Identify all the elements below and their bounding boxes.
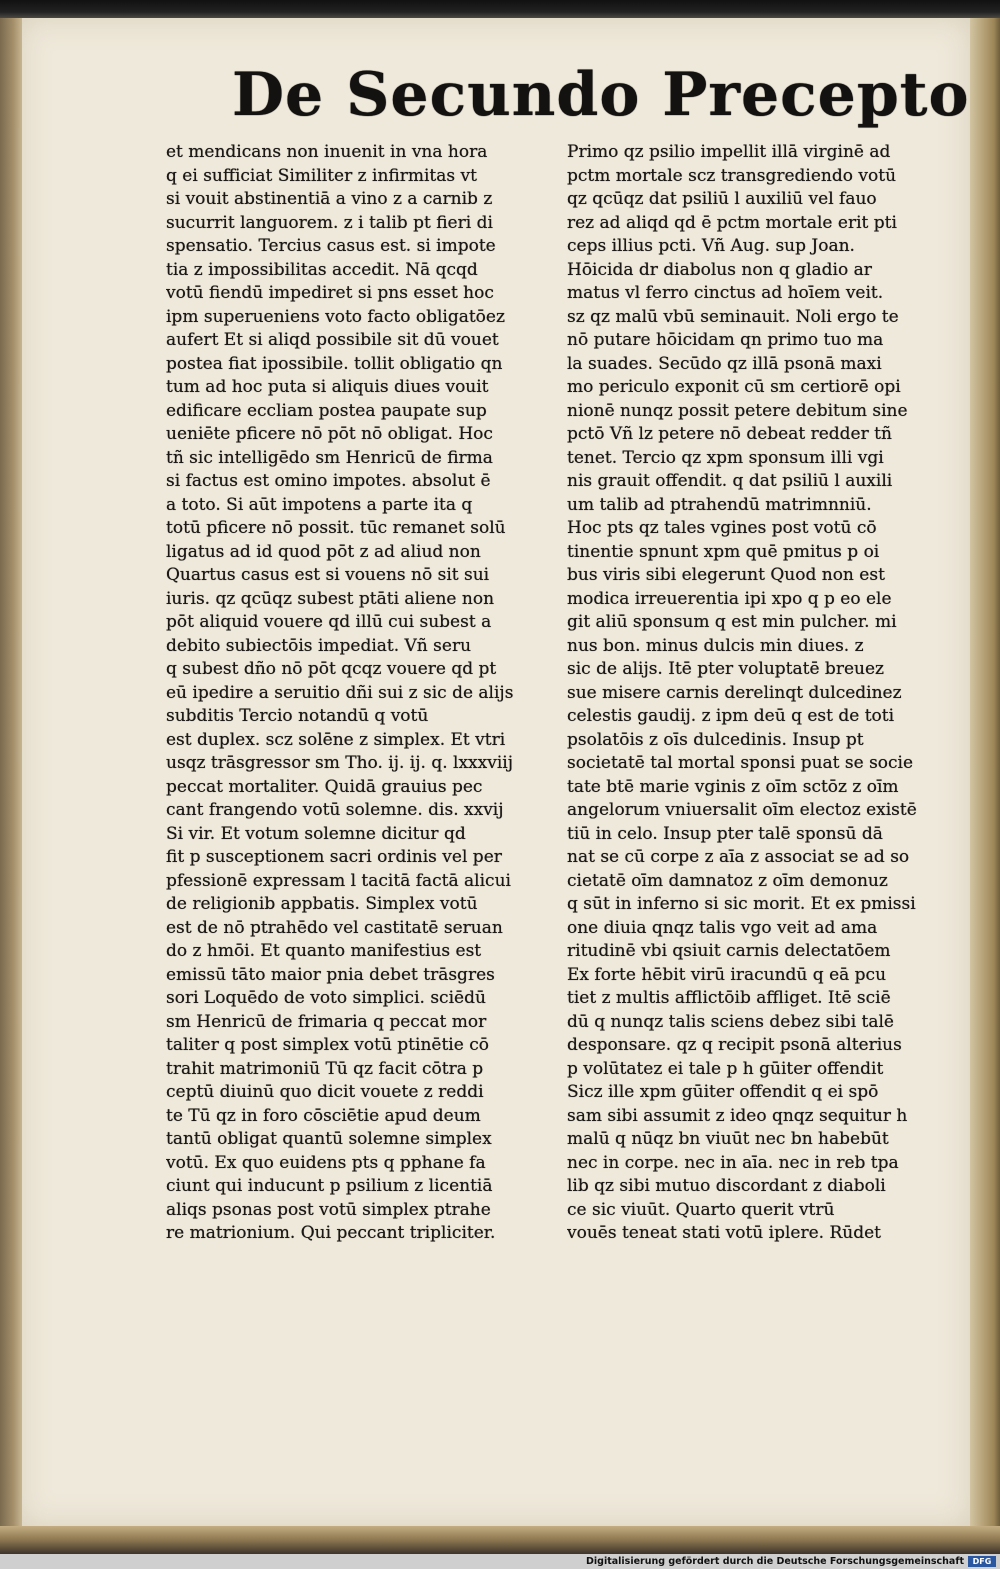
text-line: psolatōis z oīs dulcedinis. Insup pt xyxy=(567,729,864,750)
text-line: rez ad aliqd qd ē pctm mortale erit pti xyxy=(567,212,897,233)
text-line: Ex forte hēbit virū iracundū q eā pcu xyxy=(567,964,887,985)
text-line: ce sic viuūt. Quarto querit vtrū xyxy=(567,1199,835,1220)
text-line: taliter q post simplex votū ptinētie cō xyxy=(166,1035,489,1055)
page-heading: De Secundo Precepto xyxy=(232,60,970,130)
text-line: est de nō ptrahēdo vel castitatē seruan xyxy=(166,917,503,938)
text-line: tñ sic intelligēdo sm Henricū de firma xyxy=(166,447,493,468)
text-line: tate btē marie vginis z oīm sctōz z oīm xyxy=(567,776,899,797)
text-line: peccat mortaliter. Quidā grauius pec xyxy=(166,776,483,797)
text-line: ritudinē vbi qsiuit carnis delectatōem xyxy=(567,941,891,961)
text-line: te Tū qz in foro cōsciētie apud deum xyxy=(166,1105,481,1126)
text-line: sori Loquēdo de voto simplici. sciēdū xyxy=(166,988,486,1008)
page-edge-right xyxy=(970,18,1000,1530)
text-line: one diuia qnqz talis vgo veit ad ama xyxy=(567,917,878,938)
text-line: et mendicans non inuenit in vna hora xyxy=(166,142,488,162)
text-line: usqz trāsgressor sm Tho. ij. ij. q. lxxxviij xyxy=(166,753,513,773)
text-line: totū pficere nō possit. tūc remanet solū xyxy=(166,518,506,538)
text-line: angelorum vniuersalit oīm electoz existē xyxy=(567,800,917,820)
text-line: Hōicida dr diabolus non q gladio ar xyxy=(567,259,872,280)
scan-top-edge xyxy=(0,0,1000,20)
text-line: votū fiendū impediret si pns esset hoc xyxy=(166,283,494,303)
text-line: dū q nunqz talis sciens debez sibi talē xyxy=(567,1011,894,1032)
text-line: ipm superueniens voto facto obligatōez xyxy=(166,306,505,327)
text-line: emissū tāto maior pnia debet trāsgres xyxy=(166,964,495,985)
text-line: la suades. Secūdo qz illā psonā maxi xyxy=(567,353,882,374)
text-line: Si vir. Et votum solemne dicitur qd xyxy=(166,823,466,844)
text-line: git aliū sponsum q est min pulcher. mi xyxy=(567,612,897,632)
text-line: q ei sufficiat Similiter z infirmitas vt xyxy=(166,165,477,186)
text-line: aliqs psonas post votū simplex ptrahe xyxy=(166,1199,491,1220)
text-line: edificare eccliam postea paupate sup xyxy=(166,400,487,421)
text-line: nionē nunqz possit petere debitum sine xyxy=(567,400,908,421)
credit-text: Digitalisierung gefördert durch die Deutsche Forschungsgemeinschaft xyxy=(586,1556,964,1567)
text-line: tiet z multis afflictōib affliget. Itē sciē xyxy=(567,988,891,1008)
binding-edge-left xyxy=(0,18,22,1528)
text-line: pctm mortale scz transgrediendo votū xyxy=(567,165,897,186)
text-line: spensatio. Tercius casus est. si impote xyxy=(166,236,496,256)
text-line: do z hmōi. Et quanto manifestius est xyxy=(166,941,482,961)
left-text-column xyxy=(166,141,546,1246)
text-line: aufert Et si aliqd possibile sit dū vouet xyxy=(166,330,499,350)
text-line: pctō Vñ lz petere nō debeat redder tñ xyxy=(567,424,892,444)
text-line: cant frangendo votū solemne. dis. xxvij xyxy=(166,800,504,820)
text-line: sz qz malū vbū seminauit. Noli ergo te xyxy=(567,306,899,327)
text-line: nat se cū corpe z aīa z associat se ad so xyxy=(567,847,910,867)
text-line: de religionib appbatis. Simplex votū xyxy=(166,894,478,914)
scan-bottom-edge xyxy=(0,1526,1000,1554)
text-line: tum ad hoc puta si aliquis diues vouit xyxy=(166,377,489,397)
text-line: vouēs teneat stati votū iplere. Rūdet xyxy=(567,1223,881,1243)
text-line: postea fiat ipossibile. tollit obligatio qn xyxy=(166,353,503,374)
text-line: re matrionium. Qui peccant tripliciter. xyxy=(166,1223,496,1243)
text-line: sam sibi assumit z ideo qnqz sequitur h xyxy=(567,1105,908,1126)
text-line: pōt aliquid vouere qd illū cui subest a xyxy=(166,612,492,632)
text-line: tenet. Tercio qz xpm sponsum illi vgi xyxy=(567,447,884,468)
text-line: ciunt qui inducunt p psilium z licentiā xyxy=(166,1176,493,1196)
text-line: a toto. Si aūt impotens a parte ita q xyxy=(166,494,473,515)
text-line: tiū in celo. Insup pter talē sponsū dā xyxy=(567,823,883,844)
text-line: um talib ad ptrahendū matrimnniū. xyxy=(567,494,872,515)
text-line: mo periculo exponit cū sm certiorē opi xyxy=(567,377,901,397)
text-line: sic de alijs. Itē pter voluptatē breuez xyxy=(567,659,884,679)
text-line: celestis gaudij. z ipm deū q est de toti xyxy=(567,706,895,726)
text-line: malū q nūqz bn viuūt nec bn habebūt xyxy=(567,1129,889,1149)
text-line: pfessionē expressam l tacitā factā alicui xyxy=(166,870,511,891)
text-line: ligatus ad id quod pōt z ad aliud non xyxy=(166,541,481,562)
text-line: qz qcūqz dat psiliū l auxiliū vel fauo xyxy=(567,189,877,209)
text-line: Quartus casus est si vouens nō sit sui xyxy=(166,565,490,585)
text-line: subditis Tercio notandū q votū xyxy=(166,706,429,726)
text-line: p volūtatez ei tale p h gūiter offendit xyxy=(567,1058,884,1079)
text-line: societatē tal mortal sponsi puat se socie xyxy=(567,753,914,773)
text-line: ceps illius pcti. Vñ Aug. sup Joan. xyxy=(567,236,855,256)
text-line: Sicz ille xpm gūiter offendit q ei spō xyxy=(567,1082,879,1102)
text-line: sucurrit languorem. z i talib pt fieri di xyxy=(166,212,493,233)
text-line: tia z impossibilitas accedit. Nā qcqd xyxy=(166,259,478,280)
text-line: ceptū diuinū quo dicit vouete z reddi xyxy=(166,1082,484,1102)
text-line: desponsare. qz q recipit psonā alterius xyxy=(567,1035,902,1055)
text-line: q subest dño nō pōt qcqz vouere qd pt xyxy=(166,659,497,679)
text-line: modica irreuerentia ipi xpo q p eo ele xyxy=(567,588,892,609)
text-line: nō putare hōicidam qn primo tuo ma xyxy=(567,330,884,350)
text-line: cietatē oīm damnatoz z oīm demonuz xyxy=(567,870,888,891)
text-line: trahit matrimoniū Tū qz facit cōtra p xyxy=(166,1058,484,1079)
text-line: Hoc pts qz tales vgines post votū cō xyxy=(567,518,877,538)
text-line: ueniēte pficere nō pōt nō obligat. Hoc xyxy=(166,424,493,444)
text-line: eū ipedire a seruitio dñi sui z sic de alijs xyxy=(166,682,514,703)
text-line: nus bon. minus dulcis min diues. z xyxy=(567,635,864,656)
text-line: tinentie spnunt xpm quē pmitus p oi xyxy=(567,541,880,562)
text-line: matus vl ferro cinctus ad hoīem veit. xyxy=(567,283,884,303)
text-line: est duplex. scz solēne z simplex. Et vtri xyxy=(166,729,506,750)
text-line: si vouit abstinentiā a vino z a carnib z xyxy=(166,189,493,209)
text-line: iuris. qz qcūqz subest ptāti aliene non xyxy=(166,588,495,609)
text-line: sue misere carnis derelinqt dulcedinez xyxy=(567,682,902,703)
text-line: tantū obligat quantū solemne simplex xyxy=(166,1129,492,1149)
text-line: fit p susceptionem sacri ordinis vel per xyxy=(166,847,502,867)
dfg-logo: DFG xyxy=(968,1556,996,1567)
text-line: Primo qz psilio impellit illā virginē ad xyxy=(567,142,891,162)
text-line: nec in corpe. nec in aīa. nec in reb tpa xyxy=(567,1152,899,1173)
right-text-column xyxy=(567,141,942,1246)
text-line: q sūt in inferno si sic morit. Et ex pmissi xyxy=(567,894,916,914)
text-line: lib qz sibi mutuo discordant z diaboli xyxy=(567,1176,886,1196)
text-line: bus viris sibi elegerunt Quod non est xyxy=(567,565,885,585)
text-line: debito subiectōis impediat. Vñ seru xyxy=(166,635,472,656)
text-line: sm Henricū de frimaria q peccat mor xyxy=(166,1011,487,1032)
credit-bar xyxy=(0,1554,1000,1569)
text-line: si factus est omino impotes. absolut ē xyxy=(166,471,491,491)
text-line: votū. Ex quo euidens pts q pphane fa xyxy=(166,1152,486,1173)
text-line: nis grauit offendit. q dat psiliū l auxili xyxy=(567,471,893,491)
